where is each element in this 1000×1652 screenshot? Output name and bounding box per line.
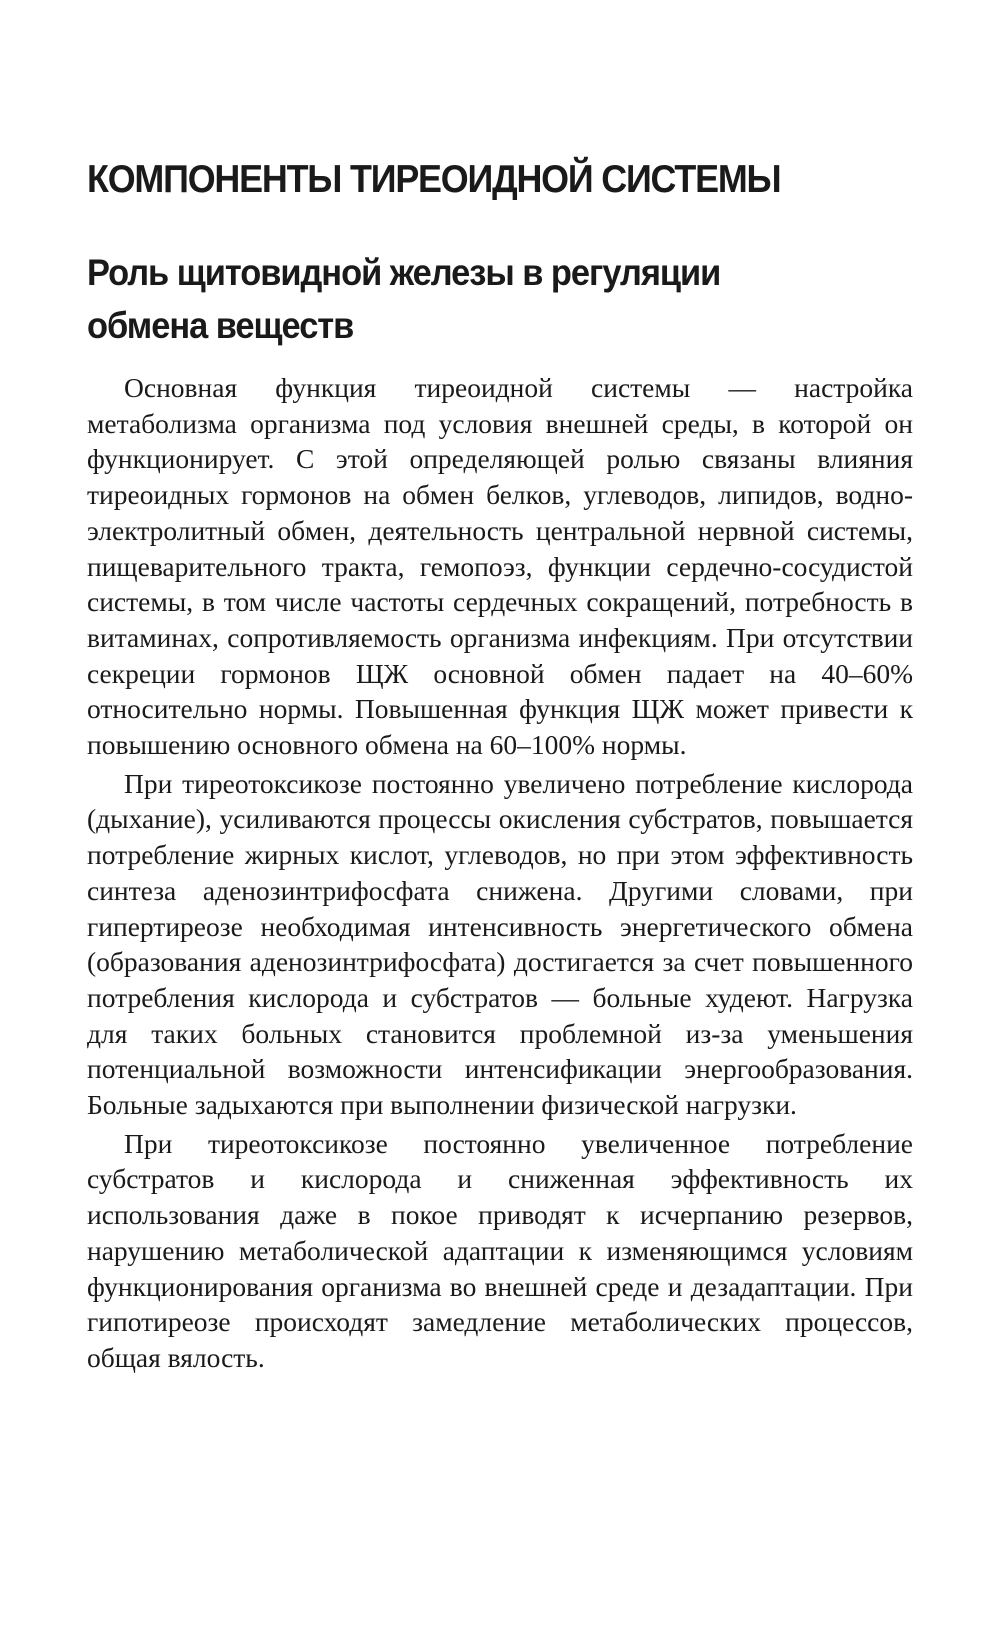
- book-page: [87, 0, 913, 1379]
- section-title-line-1: Роль щитовидной железы в регуляции: [87, 252, 721, 293]
- section-title-line-2: обмена веществ: [87, 305, 354, 346]
- section-title: [87, 246, 913, 352]
- body-text: [87, 370, 913, 1376]
- chapter-title: КОМПОНЕНТЫ ТИРЕОИДНОЙ СИСТЕМЫ: [87, 158, 781, 201]
- paragraph-3: При тиреотоксикозе постоянно увеличенное потребление субстратов и кислорода и сниженная эффективность их использования даже в покое приводят к исчерпанию резервов, нарушению метаболической адаптации к изменяющимся условиям функционирования организма во внешней среде и дезадаптации. При гипотиреозе происходят замедление метаболических процессов, общая вялость.: [87, 1127, 913, 1373]
- paragraph-2: При тиреотоксикозе постоянно увеличено потребление кислорода (дыхание), усиливаются процессы окисления субстратов, повышается потребление жирных кислот, углеводов, но при этом эффективность синтеза аденозинтрифосфата снижена. Другими словами, при гипертиреозе необходимая интенсивность энергетического обмена (образования аденозинтрифосфата) достигается за счет повышенного потребления кислорода и субстратов — больные худеют. Нагрузка для таких больных становится проблемной из-за уменьшения потенциальной возможности интенсификации энергообразования. Больные задыхаются при выполнении физической нагрузки.: [87, 767, 913, 1121]
- paragraph-1: Основная функция тиреоидной системы — настройка метаболизма организма под условия внешней среды, в которой он функционирует. С этой определяющей ролью связаны влияния тиреоидных гормонов на обмен белков, углеводов, липидов, водно-электролитный обмен, деятельность центральной нервной системы, пищеварительного тракта, гемопоэз, функции сердечно-сосудистой системы, в том числе частоты сердечных сокращений, потребность в витаминах, сопротивляемость организма инфекциям. При отсутствии секреции гормонов ЩЖ основной обмен падает на 40–60% относительно нормы. Повышенная функция ЩЖ может привести к повышению основного обмена на 60–100% нормы.: [87, 372, 913, 761]
